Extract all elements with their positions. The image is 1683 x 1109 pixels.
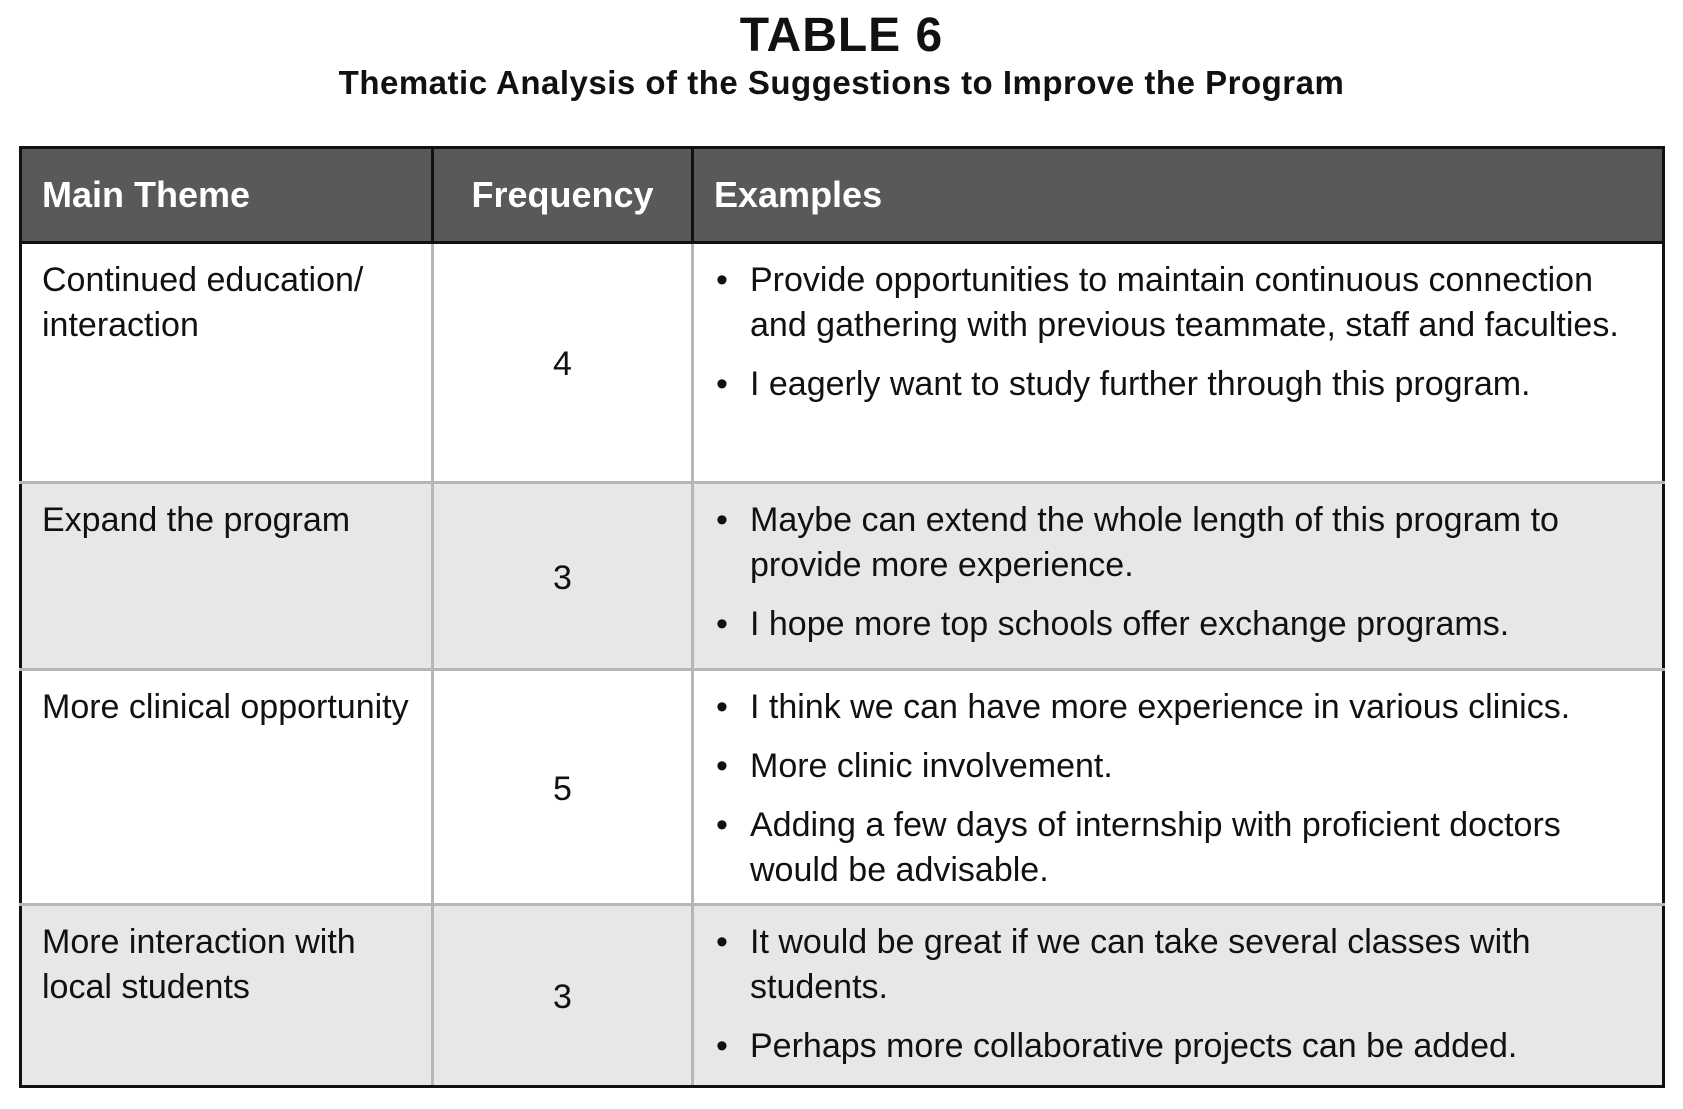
bullet-icon: • xyxy=(716,1027,728,1065)
example-text: I eagerly want to study further through this program. xyxy=(750,365,1531,403)
example-item xyxy=(714,803,1642,893)
bullet-icon: • xyxy=(716,806,728,844)
example-text: Provide opportunities to maintain continuous connection and gathering with previous teammate, staff and faculties. xyxy=(750,261,1619,344)
example-text: I think we can have more experience in various clinics. xyxy=(750,688,1571,726)
examples-list xyxy=(714,685,1642,893)
example-text: Perhaps more collaborative projects can be added. xyxy=(750,1027,1518,1065)
example-item xyxy=(714,685,1642,730)
frequency-cell: 4 xyxy=(433,243,693,483)
example-text: More clinic involvement. xyxy=(750,747,1113,785)
table-row xyxy=(21,483,1664,670)
examples-list xyxy=(714,498,1642,647)
theme-cell: Continued education/ interaction xyxy=(21,243,433,483)
frequency-cell: 5 xyxy=(433,670,693,905)
examples-cell xyxy=(693,483,1664,670)
theme-cell: More interaction with local students xyxy=(21,905,433,1087)
bullet-icon: • xyxy=(716,923,728,961)
theme-cell: Expand the program xyxy=(21,483,433,670)
example-text: It would be great if we can take several classes with students. xyxy=(750,923,1531,1006)
header-row xyxy=(21,148,1664,243)
bullet-icon: • xyxy=(716,501,728,539)
example-item xyxy=(714,362,1642,407)
examples-list xyxy=(714,258,1642,407)
examples-cell xyxy=(693,243,1664,483)
bullet-icon: • xyxy=(716,261,728,299)
table-title: TABLE 6 xyxy=(739,9,944,62)
example-text: Maybe can extend the whole length of this program to provide more experience. xyxy=(750,501,1559,584)
example-item xyxy=(714,258,1642,348)
bullet-icon: • xyxy=(716,605,728,643)
thematic-analysis-table xyxy=(19,146,1665,1088)
table-row xyxy=(21,905,1664,1087)
frequency-cell: 3 xyxy=(433,905,693,1087)
examples-cell xyxy=(693,670,1664,905)
bullet-icon: • xyxy=(716,365,728,403)
header-main-theme: Main Theme xyxy=(21,148,433,243)
bullet-icon: • xyxy=(716,688,728,726)
theme-cell: More clinical opportunity xyxy=(21,670,433,905)
example-text: I hope more top schools offer exchange programs. xyxy=(750,605,1510,643)
example-item xyxy=(714,1024,1642,1069)
example-text: Adding a few days of internship with proficient doctors would be advisable. xyxy=(750,806,1561,889)
examples-list xyxy=(714,920,1642,1069)
examples-cell xyxy=(693,905,1664,1087)
bullet-icon: • xyxy=(716,747,728,785)
table-subtitle: Thematic Analysis of the Suggestions to Improve the Program xyxy=(338,64,1345,101)
header-examples: Examples xyxy=(693,148,1664,243)
example-item xyxy=(714,920,1642,1010)
table-row xyxy=(21,243,1664,483)
header-frequency: Frequency xyxy=(433,148,693,243)
example-item xyxy=(714,602,1642,647)
frequency-cell: 3 xyxy=(433,483,693,670)
table-row xyxy=(21,670,1664,905)
example-item xyxy=(714,744,1642,789)
example-item xyxy=(714,498,1642,588)
